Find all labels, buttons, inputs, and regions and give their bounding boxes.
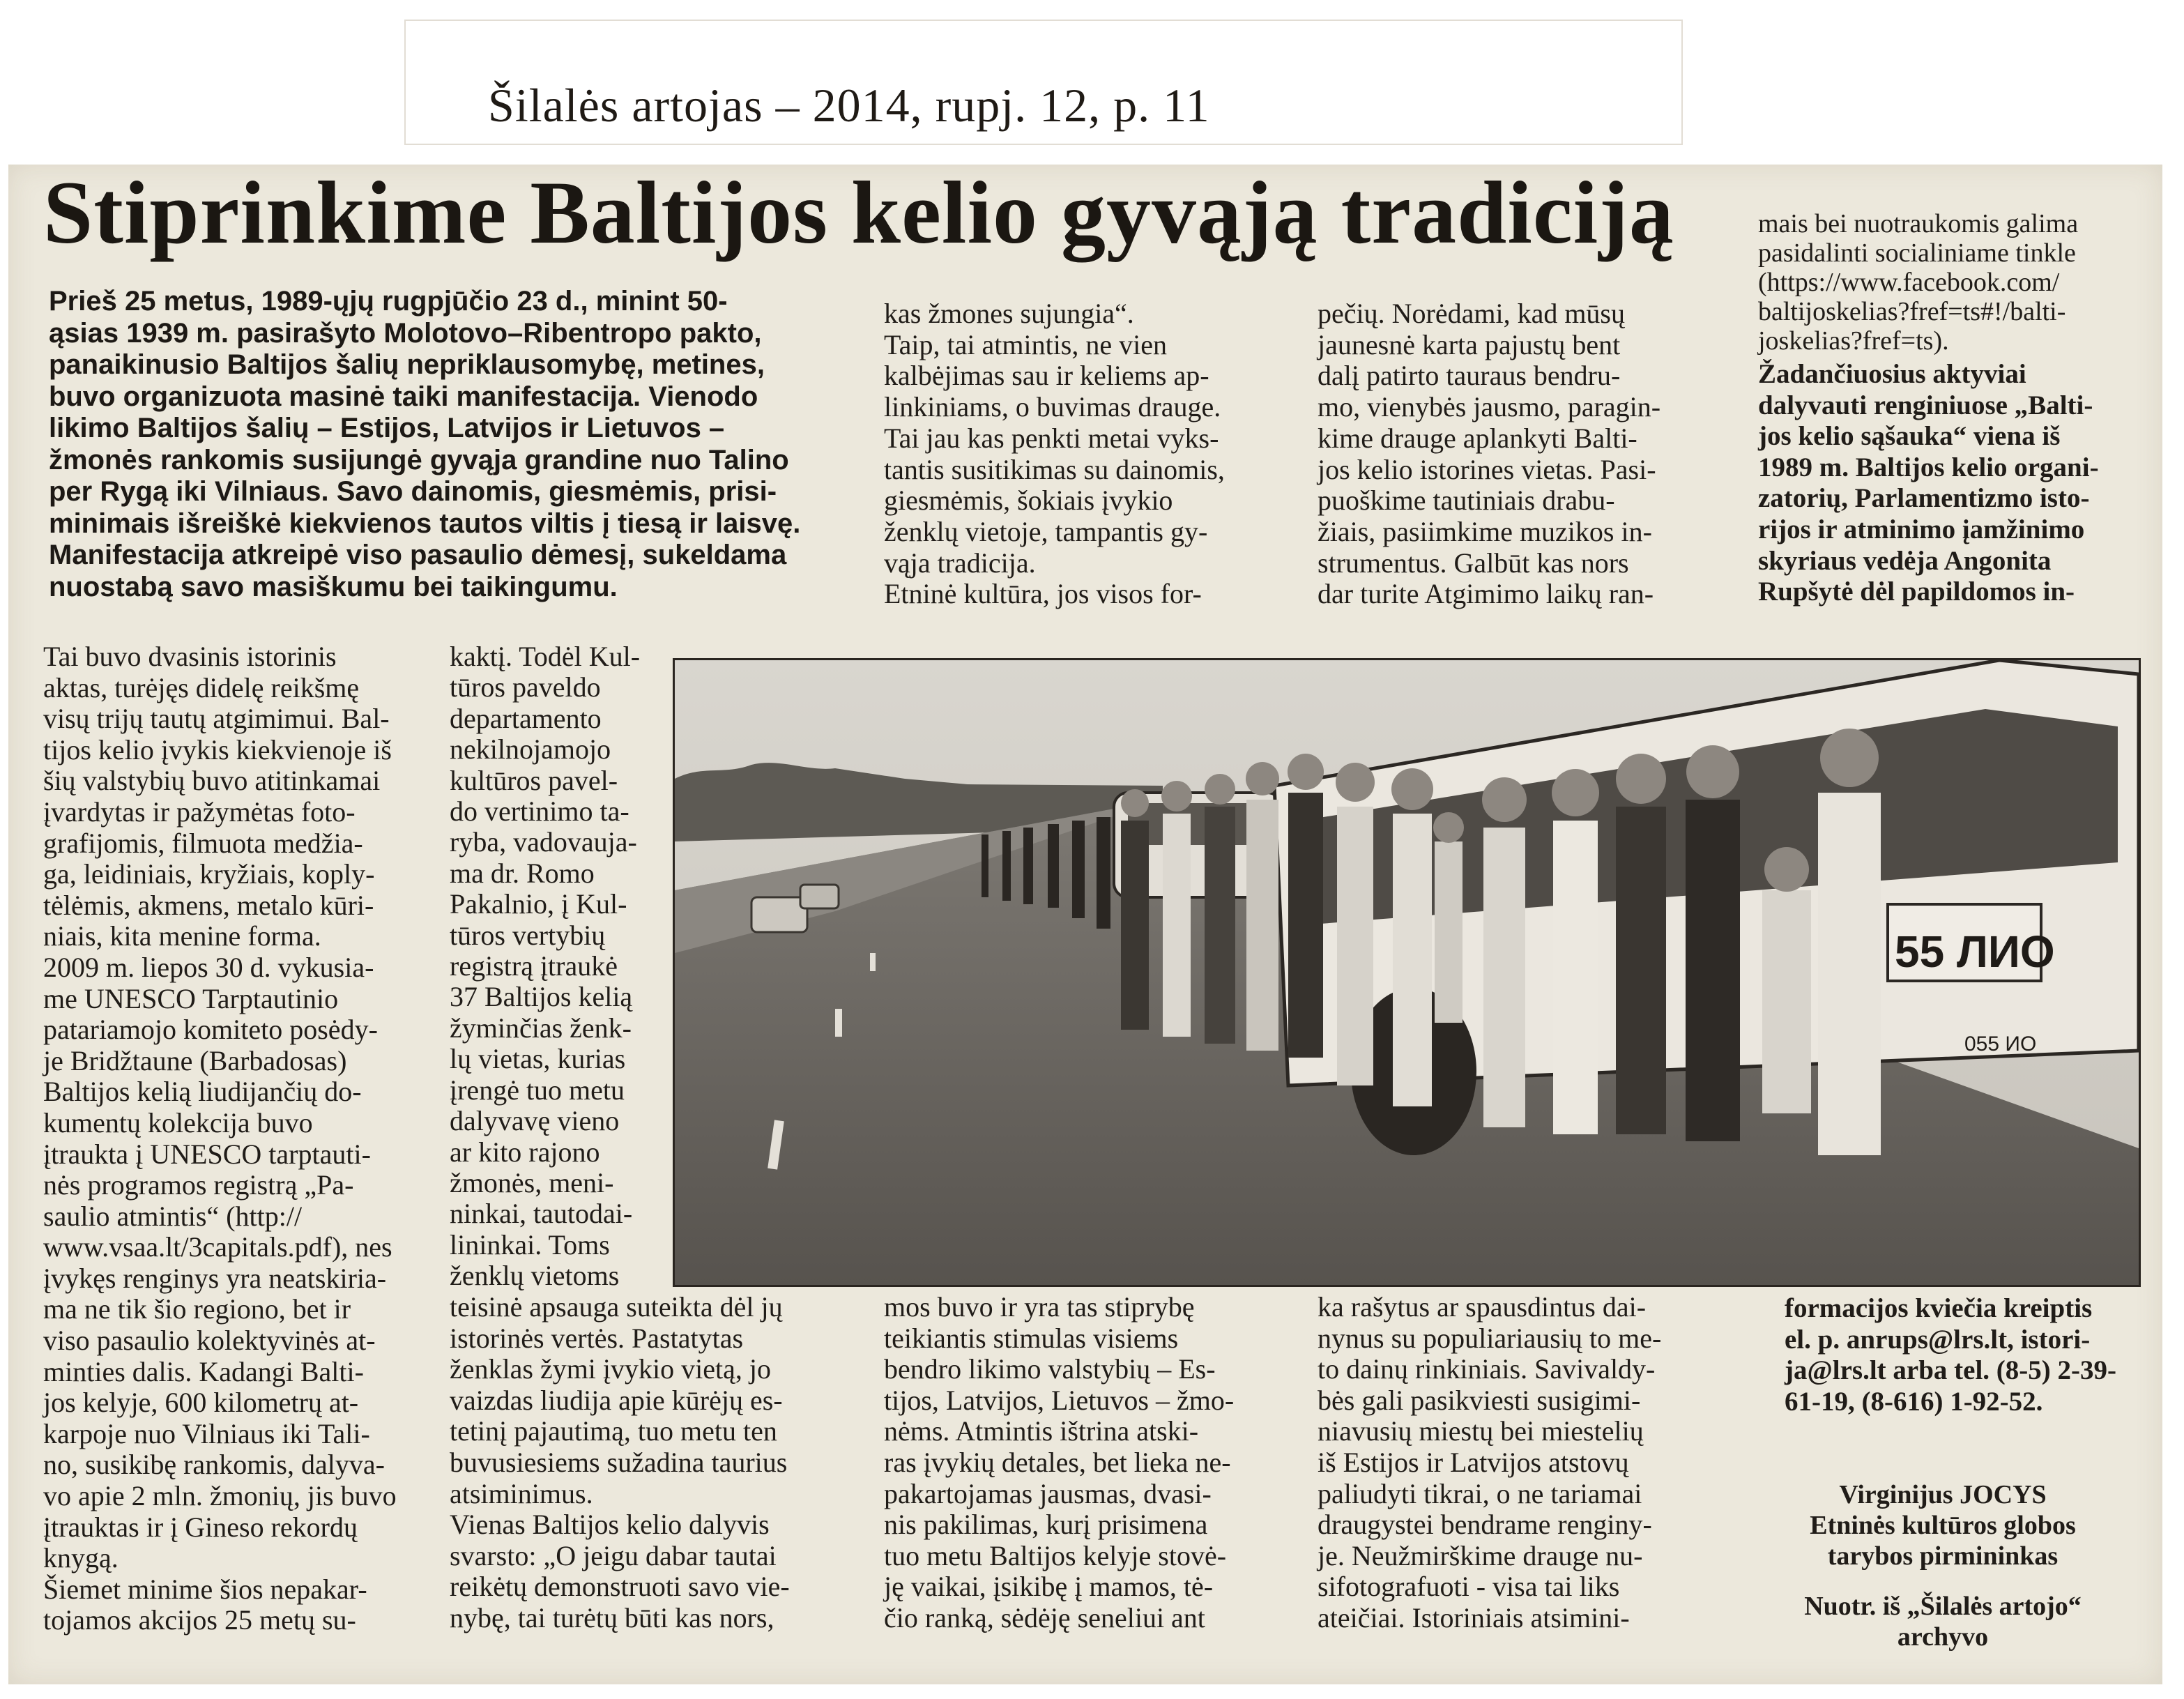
text-line: skyriaus vedėja Angonita [1758, 545, 2052, 576]
text-line: ryba, vadovauja- [450, 826, 637, 858]
text-line: teikiantis stimulas visiems [884, 1322, 1179, 1354]
text-line: knygą. [43, 1542, 119, 1574]
text-line: istorinės vertės. Pastatytas [450, 1322, 744, 1354]
text-line: tojamos akcijos 25 metų su- [43, 1604, 356, 1636]
text-line: giesmėmis, šokiais įvykio [884, 485, 1173, 517]
text-line: karpoje nuo Vilniaus iki Tali- [43, 1417, 370, 1449]
text-line: jaunesnė karta pajustų bent [1318, 328, 1621, 360]
text-line: visų trijų tautų atgimimui. Bal- [43, 703, 390, 735]
signature-block [1744, 1479, 2141, 1652]
column-2-upper [450, 641, 669, 1292]
column-1 [43, 641, 434, 1636]
column-2-lower [450, 1292, 850, 1634]
text-line: 37 Baltijos kelią [450, 981, 633, 1013]
text-line: atsiminimus. [450, 1477, 593, 1509]
baltic-way-photo-icon [675, 660, 2139, 1285]
text-line: nuostabą savo masiškumu bei taikingumu. [49, 571, 618, 602]
text-line: vąja tradicija. [884, 547, 1036, 579]
photo-credit-2: archyvo [1897, 1622, 1989, 1652]
text-line: joskelias?fref=ts). [1758, 326, 1949, 356]
text-line: kime drauge aplankyti Balti- [1318, 422, 1637, 454]
text-line: Taip, tai atmintis, ne vien [884, 328, 1167, 360]
text-line: paliudyti tikrai, o ne tariamai [1318, 1477, 1642, 1509]
text-line: tūros paveldo [450, 671, 601, 703]
column-5-bold [1758, 359, 2162, 608]
text-line: kaktį. Todėl Kul- [450, 641, 641, 672]
text-line: puoškime tautiniais drabu- [1318, 485, 1615, 517]
text-line: ar kito rajono [450, 1136, 600, 1168]
text-line: dalį patirto taurаus bendru- [1318, 360, 1621, 392]
text-line: vaizdas liudija apie kūrėjų es- [450, 1384, 783, 1416]
text-line: ma ne tik šio regiono, bet ir [43, 1293, 351, 1325]
text-line: ženklų vietoms [450, 1260, 620, 1292]
text-line: minimais išreiškė kiekvienos tautos viltis į tiesą ir laisvę. [49, 508, 801, 539]
text-line: 61-19, (8-616) 1-92-52. [1785, 1386, 2043, 1417]
text-line: įtrauktas ir į Gineso rekordų [43, 1511, 358, 1543]
text-line: mais bei nuotraukomis galima [1758, 209, 2079, 238]
bus-plate: 55 ЛИО [1895, 927, 2055, 977]
text-line: patariamojo komiteto posėdy- [43, 1014, 378, 1046]
text-line: jos kelio sąšauka“ viena iš [1758, 421, 2061, 452]
text-line: ga, leidiniais, kryžiais, koply- [43, 858, 375, 890]
text-line: kumentų kolekcija buvo [43, 1106, 313, 1138]
text-line: registrą įtraukė [450, 950, 618, 982]
text-line: niavusių miestų bei miestelių [1318, 1415, 1644, 1447]
text-line: ję vaikai, įsikibę į mamos, tė- [884, 1571, 1214, 1603]
text-line: tūros vertybių [450, 919, 606, 951]
column-3-lower [884, 1292, 1295, 1634]
text-line: šių valstybių buvo atitinkamai [43, 765, 381, 797]
text-line: aktas, turėjęs didelę reikšmę [43, 671, 360, 703]
text-line: bendro likimo valstybių – Es- [884, 1353, 1216, 1385]
source-label: Šilalės artojas – 2014, rupj. 12, p. 11 [488, 79, 1210, 132]
text-line: bės gali pasikviesti susigimi- [1318, 1384, 1641, 1416]
article-headline: Stiprinkime Baltijos kelio gyvąją tradiciją [43, 163, 1674, 262]
text-line: ženklų vietoje, tampantis gy- [884, 515, 1208, 547]
text-line: dalyvauti renginiuose „Balti- [1758, 390, 2093, 420]
text-line: Žadančiuosius aktyviai [1758, 359, 2026, 389]
text-line: zatorių, Parlamentizmo isto- [1758, 483, 2090, 514]
text-line: svarsto: „O jeigu dabar tautai [450, 1539, 777, 1571]
text-line: Tai jau kas penkti metai vyks- [884, 422, 1219, 454]
text-line: sifotografuoti - visa tai liks [1318, 1571, 1620, 1603]
text-line: tetinį pajautimą, tuo metu ten [450, 1415, 777, 1447]
text-line: niais, kita menine forma. [43, 920, 321, 952]
text-line: me UNESCO Tarptautinio [43, 982, 339, 1014]
text-line: mo, vienybės jausmo, paragin- [1318, 391, 1661, 423]
text-line: no, susikibę rankomis, dalyva- [43, 1449, 385, 1481]
text-line: viso pasaulio kolektyvinės at- [43, 1325, 376, 1357]
text-line: el. p. anrups@lrs.lt, istori- [1785, 1324, 2091, 1355]
text-line: tuo metu Baltijos kelyje stovė- [884, 1539, 1227, 1571]
text-line: grafijomis, filmuota medžia- [43, 827, 363, 859]
text-line: Baltijos kelią liudijančių do- [43, 1076, 362, 1108]
text-line: draugystei bendrame renginy- [1318, 1509, 1652, 1541]
text-line: žmonės, meni- [450, 1166, 614, 1198]
author-name: Virginijus JOCYS [1839, 1480, 2047, 1509]
text-line: je Bridžtaune (Barbadosas) [43, 1044, 347, 1076]
text-line: ka rašytus ar spausdintus dai- [1318, 1291, 1647, 1323]
newspaper-photo [673, 658, 2141, 1287]
text-line: iš Estijos ir Latvijos atstovų [1318, 1446, 1629, 1478]
text-line: 1989 m. Baltijos kelio organi- [1758, 452, 2099, 482]
text-line: žyminčias ženk- [450, 1012, 632, 1044]
text-line: nis pakilimas, kurį prisimena [884, 1509, 1208, 1541]
text-line: įtraukta į UNESCO tarptauti- [43, 1138, 371, 1170]
text-line: Tai buvo dvasinis istorinis [43, 641, 337, 672]
scan-margin [2162, 165, 2184, 1684]
text-line: tijos kelio įvykis kiekvienoje iš [43, 733, 392, 765]
text-line: kas žmones sujungia“. [884, 298, 1134, 329]
text-line: vo apie 2 mln. žmonių, jis buvo [43, 1480, 397, 1512]
author-role-1: Etninės kultūros globos [1810, 1511, 2076, 1540]
text-line: do vertinimo ta- [450, 795, 629, 828]
text-line: rijos ir atminimo įamžinimo [1758, 514, 2085, 544]
text-line: www.vsaa.lt/3capitals.pdf), nes [43, 1231, 392, 1263]
text-line: formacijos kviečia kreiptis [1785, 1293, 2093, 1323]
text-line: nės programos registrą „Pa- [43, 1169, 354, 1201]
text-line: Manifestacija atkreipė viso pasaulio dėmesį, sukeldama [49, 540, 787, 570]
text-line: je. Neužmirškime drauge nu- [1318, 1539, 1643, 1571]
text-line: jos kelio istorines vietas. Pasi- [1318, 453, 1656, 485]
text-line: Rupšytė dėl papildomos in- [1758, 577, 2075, 607]
text-line: kultūros pavel- [450, 764, 618, 796]
text-line: įrengė tuo metu [450, 1074, 625, 1106]
text-line: ženklas žymi įvykio vietą, jo [450, 1353, 771, 1385]
text-line: buvo organizuota masinė taiki manifestacija. Vienodo [49, 381, 758, 412]
text-line: Šiemet minime šios nepakar- [43, 1573, 367, 1605]
text-line: dalyvavę vieno [450, 1105, 620, 1137]
text-line: buvusiesiems sužadina taurius [450, 1446, 788, 1478]
text-line: 2009 m. liepos 30 d. vykusia- [43, 951, 374, 983]
column-5-upper [1758, 209, 2162, 356]
text-line: to dainų rinkiniais. Savivaldy- [1318, 1353, 1656, 1385]
text-line: nynus su populiariausių to me- [1318, 1322, 1662, 1354]
text-line: dar turite Atgimimo laikų ran- [1318, 578, 1654, 610]
text-line: įvardytas ir pažymėtas foto- [43, 795, 356, 828]
text-line: tijos, Latvijos, Lietuvos – žmo- [884, 1384, 1235, 1416]
text-line: nekilnojamojo [450, 733, 611, 765]
text-line: likimo Baltijos šalių – Estijos, Latvijos ir Lietuvos – [49, 413, 725, 443]
text-line: žmonės rankomis susijungė gyvąja grandine nuo Talino [49, 444, 789, 475]
text-line: Etninė kultūra, jos visos for- [884, 578, 1202, 610]
text-line: (https://www.facebook.com/ [1758, 268, 2060, 297]
author-role-2: tarybos pirmininkas [1827, 1541, 2059, 1571]
text-line: linkiniams, o buvimas drauge. [884, 391, 1221, 423]
text-line: ateičiai. Istoriniais atsimini- [1318, 1601, 1630, 1633]
column-4-lower [1318, 1292, 1729, 1634]
text-line: per Rygą iki Vilniaus. Savo dainomis, giesmėmis, prisi- [49, 476, 777, 507]
text-line: Pakalnio, į Kul- [450, 888, 627, 920]
text-line: pakartojamas jausmas, dvasi- [884, 1477, 1212, 1509]
text-line: ninkai, tautodai- [450, 1198, 633, 1230]
column-5-contact [1785, 1293, 2161, 1417]
text-line: mos buvo ir yra tas stiprybę [884, 1291, 1195, 1323]
text-line: įvykęs renginys yra neatskiria- [43, 1262, 387, 1294]
text-line: lų vietas, kurias [450, 1043, 626, 1075]
text-line: kalbėjimas sau ir keliems ap- [884, 360, 1209, 392]
photo-credit-1: Nuotr. iš „Šilalės artojo“ [1804, 1592, 2082, 1621]
text-line: pasidalinti socialiniame tinkle [1758, 238, 2076, 268]
column-3-upper [884, 298, 1295, 610]
text-line: nybę, tai turėtų būti kas nors, [450, 1601, 774, 1633]
text-line: žiais, pasiimkime muzikos in- [1318, 515, 1652, 547]
text-line: reikėtų demonstruoti savo vie- [450, 1571, 790, 1603]
text-line: lininkai. Toms [450, 1228, 610, 1260]
text-line: Prieš 25 metus, 1989-ųjų rugpjūčio 23 d., minint 50- [49, 286, 728, 317]
column-4-upper [1318, 298, 1729, 610]
text-line: pečių. Norėdami, kad mūsų [1318, 298, 1625, 329]
text-line: nėms. Atmintis ištrina atski- [884, 1415, 1199, 1447]
text-line: čio ranką, sėdėję seneliui ant [884, 1601, 1205, 1633]
text-line: Vienas Baltijos kelio dalyvis [450, 1509, 770, 1541]
text-line: ras įvykių detales, bet lieka ne- [884, 1446, 1231, 1478]
text-line: jos kelyje, 600 kilometrų at- [43, 1387, 359, 1419]
text-line: ąsias 1939 m. pasirašyto Molotovo–Ribentropo pakto, [49, 317, 762, 349]
text-line: minties dalis. Kadangi Balti- [43, 1355, 364, 1387]
text-line: panaikinusio Baltijos šalių nepriklausomybę, metines, [49, 349, 765, 380]
text-line: teisinė apsauga suteikta dėl jų [450, 1291, 783, 1323]
text-line: strumentus. Galbūt kas nors [1318, 547, 1629, 579]
text-line: tėlėmis, akmens, metalo kūri- [43, 889, 374, 921]
text-line: tantis susitikimas su dainomis, [884, 453, 1225, 485]
text-line: saulio atmintis“ (http:// [43, 1200, 303, 1232]
text-line: ja@lrs.lt arba tel. (8-5) 2-39- [1785, 1355, 2116, 1386]
text-line: departamento [450, 702, 602, 734]
article-lead [49, 286, 864, 603]
text-line: baltijoskelias?fref=ts#!/balti- [1758, 297, 2066, 326]
text-line: ma dr. Romo [450, 857, 595, 889]
bus-small-plate: 055 ИО [1964, 1033, 2037, 1056]
